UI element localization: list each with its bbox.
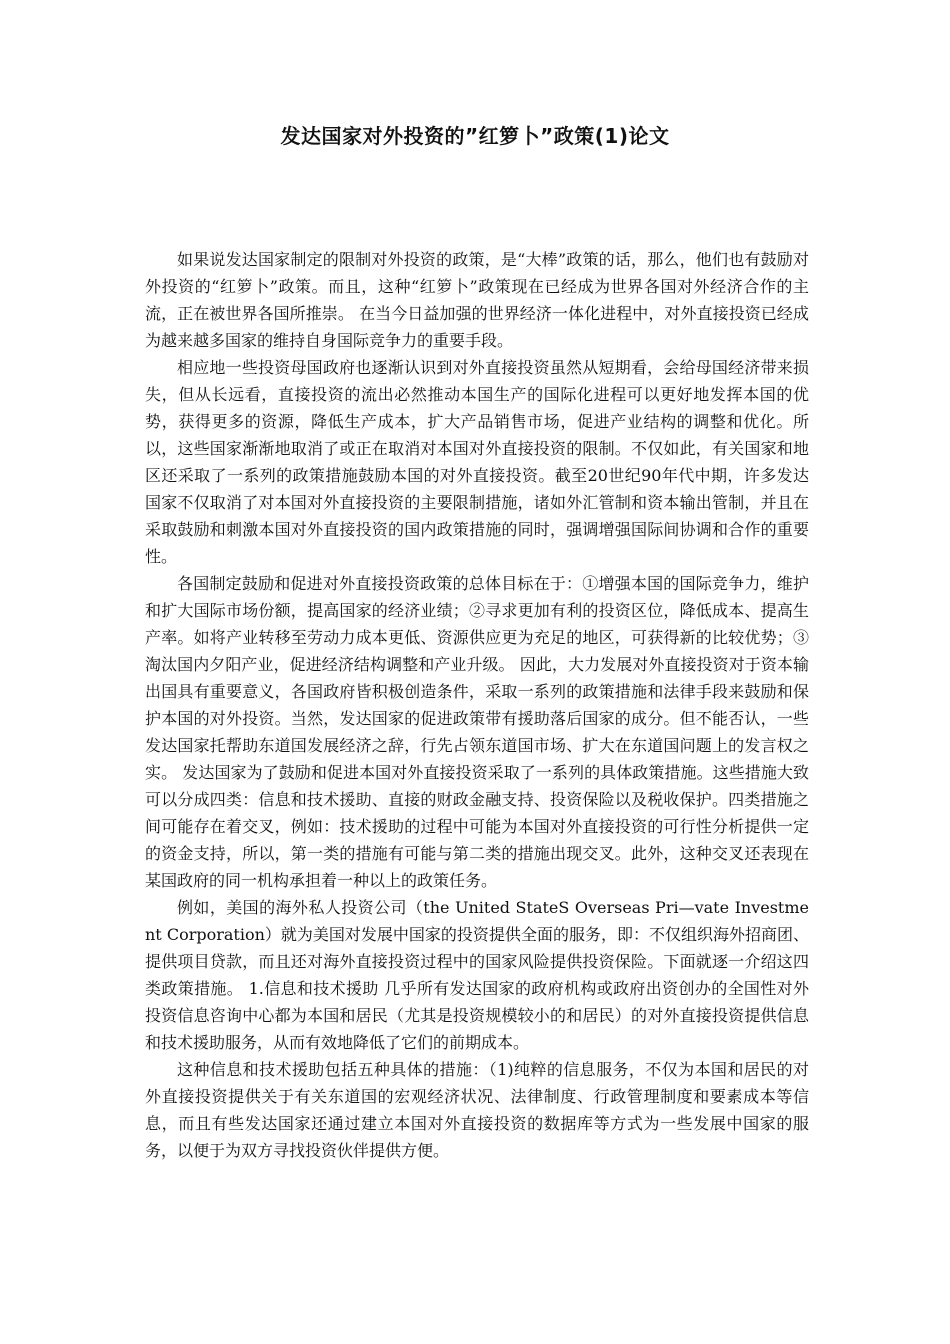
paragraph: 这种信息和技术援助包括五种具体的措施：（1)纯粹的信息服务，不仅为本国和居民的对外直接投资提供关于有关东道国的宏观经济状况、法律制度、行政管理制度和要素成本等信息，而且有些发达国家还通过建立本国对外直接投资的数据库等方式为一些发展中国家的服务，以便于为双方寻找投资伙伴提供方便。 bbox=[145, 1060, 809, 1160]
paragraph: 例如，美国的海外私人投资公司（the United StateS Overseas Pri—vate Investment Corporation）就为美国对发展中国家的投资提供全面的服务，即：不仅组织海外招商团、提供项目贷款，而且还对海外直接投资过程中的国家风险提供投资保险。下面就逐一介绍这四类政策措施。 1.信息和技术援助 几乎所有发达国家的政府机构或政府出资创办的全国性对外投资信息咨询中心都为本国和居民（尤其是投资规模较小的和居民）的对外直接投资提供信息和技术援助服务，从而有效地降低了它们的前期成本。 bbox=[145, 898, 809, 1052]
document-body bbox=[145, 246, 809, 1164]
paragraph: 如果说发达国家制定的限制对外投资的政策，是“大棒”政策的话，那么，他们也有鼓励对外投资的“红箩卜”政策。而且，这种“红箩卜”政策现在已经成为世界各国对外经济合作的主流，正在被世界各国所推崇。 在当今日益加强的世界经济一体化进程中，对外直接投资已经成为越来越多国家的维持自身国际竞争力的重要手段。 bbox=[145, 250, 809, 350]
paragraph: 各国制定鼓励和促进对外直接投资政策的总体目标在于：①增强本国的国际竞争力，维护和扩大国际市场份额，提高国家的经济业绩；②寻求更加有利的投资区位，降低成本、提高生产率。如将产业转移至劳动力成本更低、资源供应更为充足的地区，可获得新的比较优势；③淘汰国内夕阳产业，促进经济结构调整和产业升级。 因此，大力发展对外直接投资对于资本输出国具有重要意义，各国政府皆积极创造条件，采取一系列的政策措施和法律手段来鼓励和保护本国的对外投资。当然，发达国家的促进政策带有援助落后国家的成分。但不能否认，一些发达国家托帮助东道国发展经济之辞，行先占领东道国市场、扩大在东道国问题上的发言权之实。 发达国家为了鼓励和促进本国对外直接投资采取了一系列的具体政策措施。这些措施大致可以分成四类：信息和技术援助、直接的财政金融支持、投资保险以及税收保护。四类措施之间可能存在着交叉，例如：技术援助的过程中可能为本国对外直接投资的可行性分析提供一定的资金支持，所以，第一类的措施有可能与第二类的措施出现交叉。此外，这种交叉还表现在某国政府的同一机构承担着一种以上的政策任务。 bbox=[145, 574, 809, 890]
paragraph: 相应地一些投资母国政府也逐渐认识到对外直接投资虽然从短期看，会给母国经济带来损失，但从长远看，直接投资的流出必然推动本国生产的国际化进程可以更好地发挥本国的优势，获得更多的资源，降低生产成本，扩大产品销售市场，促进产业结构的调整和优化。所以，这些国家渐渐地取消了或正在取消对本国对外直接投资的限制。不仅如此，有关国家和地区还采取了一系列的政策措施鼓励本国的对外直接投资。截至20世纪90年代中期，许多发达国家不仅取消了对本国对外直接投资的主要限制措施，诸如外汇管制和资本输出管制，并且在采取鼓励和刺激本国对外直接投资的国内政策措施的同时，强调增强国际间协调和合作的重要性。 bbox=[145, 358, 809, 566]
document-title: 发达国家对外投资的”红箩卜”政策(1)论文 bbox=[280, 124, 670, 148]
